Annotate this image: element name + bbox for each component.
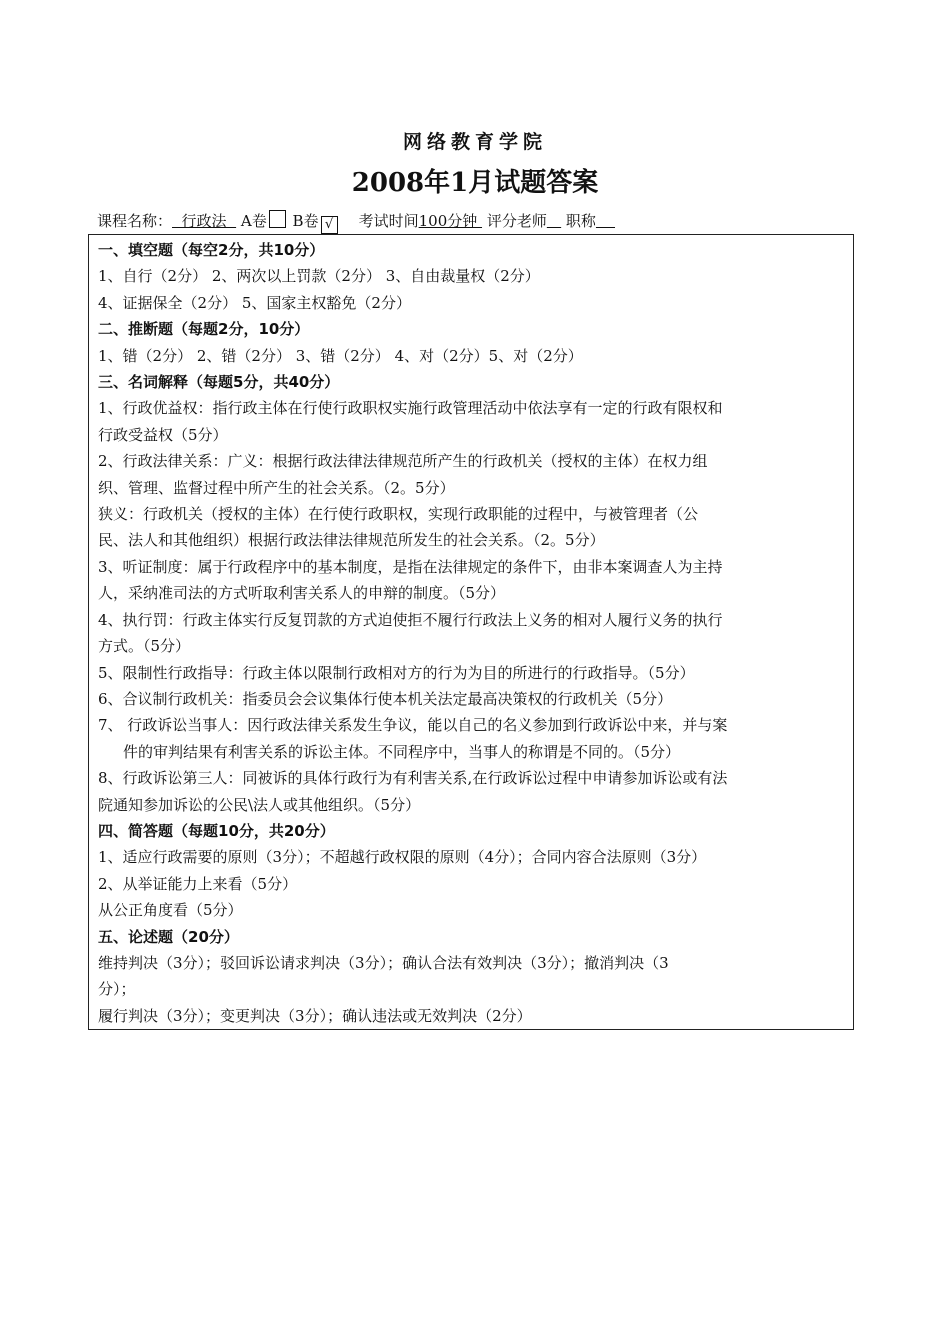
answer-line: 维持判决（3分）；驳回诉讼请求判决（3分）；确认合法有效判决（3分）；撤消判决（3 xyxy=(98,953,669,972)
grader-label: 评分老师 xyxy=(486,212,547,230)
page-title: 2008年1月试题答案 xyxy=(351,168,599,198)
answer-line: 1、错（2分） 2、错（2分） 3、错（2分） 4、对（2分）5、对（2分） xyxy=(98,346,583,365)
section-heading: 三、名词解释（每题5分，共40分） xyxy=(98,373,340,392)
answer-line: 院通知参加诉讼的公民\法人或其他组织。（5分） xyxy=(98,795,421,814)
answer-line: 狭义：行政机关（授权的主体）在行使行政职权，实现行政职能的过程中，与被管理者（公 xyxy=(98,505,699,524)
grader-blank xyxy=(547,212,561,230)
answer-line: 1、适应行政需要的原则（3分）；不超越行政权限的原则（4分）；合同内容合法原则（3分） xyxy=(98,848,707,867)
answer-line: 8、行政诉讼第三人：同被诉的具体行政行为有利害关系,在行政诉讼过程中申请参加诉讼或有法 xyxy=(98,769,728,788)
paper-b-checkbox[interactable]: √ xyxy=(321,216,338,234)
answer-line: 5、限制性行政指导：行政主体以限制行政相对方的行为为目的所进行的行政指导。（5分） xyxy=(98,663,695,682)
answer-line: 从公正角度看（5分） xyxy=(98,901,243,920)
answer-line: 1、行政优益权：指行政主体在行使行政职权实施行政管理活动中依法享有一定的行政有限权和 xyxy=(98,399,723,418)
paper-a-label: A卷 xyxy=(240,212,267,230)
section-heading: 五、论述题（20分） xyxy=(98,927,239,946)
answer-line: 方式。（5分） xyxy=(98,637,191,656)
paper-b-label: B卷 xyxy=(292,212,319,230)
exam-time-label: 考试时间 xyxy=(358,212,419,230)
school-name: 网络教育学院 xyxy=(402,131,547,153)
course-label: 课程名称： xyxy=(97,212,173,230)
answer-line: 履行判决（3分）；变更判决（3分）；确认违法或无效判决（2分） xyxy=(98,1006,532,1025)
answer-line: 分）； xyxy=(98,980,136,999)
answer-line: 7、 行政诉讼当事人：因行政法律关系发生争议，能以自己的名义参加到行政诉讼中来，并与案 xyxy=(98,716,728,735)
answer-line: 民、法人和其他组织）根据行政法律法律规范所发生的社会关系。（2。5分） xyxy=(98,531,605,550)
answer-line: 3、听证制度：属于行政程序中的基本制度，是指在法律规定的条件下，由非本案调查人为主持 xyxy=(98,557,723,576)
answer-line: 1、自行（2分） 2、两次以上罚款（2分） 3、自由裁量权（2分） xyxy=(98,267,540,286)
rank-blank xyxy=(596,212,615,230)
course-value: 行政法 xyxy=(172,212,237,230)
exam-time-value: 100分钟 xyxy=(418,212,483,230)
section-heading: 一、填空题（每空2分，共10分） xyxy=(98,241,325,259)
answer-line: 件的审判结果有利害关系的诉讼主体。不同程序中，当事人的称谓是不同的。（5分） xyxy=(123,742,681,761)
answer-line: 4、证据保全（2分） 5、国家主权豁免（2分） xyxy=(98,293,411,312)
rank-label: 职称 xyxy=(565,212,596,230)
section-heading: 四、简答题（每题10分，共20分） xyxy=(98,821,335,840)
section-heading: 二、推断题（每题2分，10分） xyxy=(98,320,310,339)
paper-a-checkbox[interactable] xyxy=(269,210,286,228)
course-meta-row xyxy=(97,210,615,234)
answer-line: 人，采纳准司法的方式听取利害关系人的申辩的制度。（5分） xyxy=(98,584,506,603)
answer-line: 2、行政法律关系：广义：根据行政法律法律规范所产生的行政机关（授权的主体）在权力组 xyxy=(98,452,708,471)
answer-line: 2、从举证能力上来看（5分） xyxy=(98,874,298,893)
answer-line: 6、合议制行政机关：指委员会会议集体行使本机关法定最高决策权的行政机关（5分） xyxy=(98,689,673,708)
answer-line: 行政受益权（5分） xyxy=(98,425,228,444)
answer-sheet xyxy=(88,234,854,1030)
answer-line: 织、管理、监督过程中所产生的社会关系。（2。5分） xyxy=(98,478,455,497)
answer-line: 4、执行罚：行政主体实行反复罚款的方式迫使拒不履行行政法上义务的相对人履行义务的执行 xyxy=(98,610,723,629)
